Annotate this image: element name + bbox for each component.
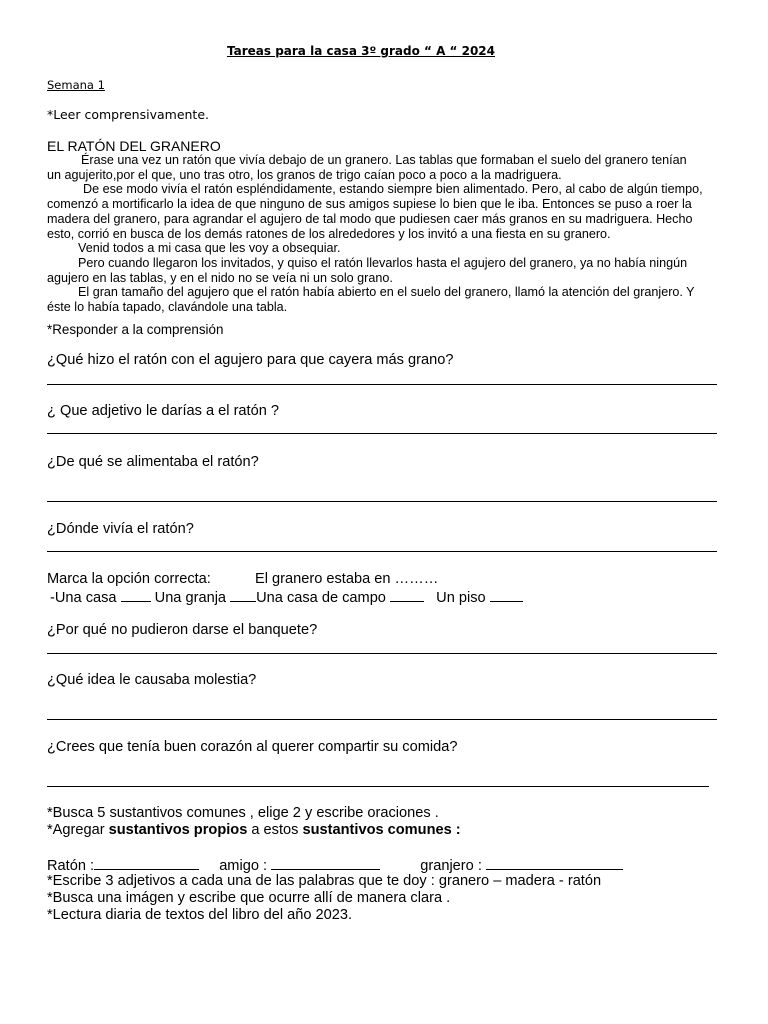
word-fill-row	[47, 856, 623, 874]
task-bold: sustantivos comunes :	[302, 822, 461, 838]
reading-task: *Lectura diaria de textos del libro del año 2023.	[47, 907, 353, 923]
word-blank[interactable]	[271, 856, 380, 870]
option-blank[interactable]	[121, 588, 151, 602]
answer-line[interactable]	[47, 719, 717, 720]
week-label: Semana 1	[47, 78, 105, 92]
story-line: Venid todos a mi casa que les voy a obsequiar.	[78, 241, 341, 256]
story-line: Érase una vez un ratón que vivía debajo de un granero. Las tablas que formaban el suelo del granero tenían	[81, 153, 687, 167]
option-blank[interactable]	[490, 588, 523, 602]
reading-instruction: *Leer comprensivamente.	[47, 107, 209, 122]
story-title: EL RATÓN DEL GRANERO	[47, 138, 221, 154]
question-3: ¿De qué se alimentaba el ratón?	[47, 454, 259, 470]
option-label: Una casa de campo	[256, 590, 386, 606]
image-task: *Busca una imágen y escribe que ocurre allí de manera clara .	[47, 890, 451, 906]
story-line: éste lo había tapado, clavándole una tabla.	[47, 300, 288, 315]
proper-nouns-task	[47, 822, 461, 838]
question-1: ¿Qué hizo el ratón con el agujero para que cayera más grano?	[47, 352, 454, 368]
story-line: esto, corrió en busca de los demás ratones de los alrededores y los invitó a una fiesta en su granero.	[47, 226, 611, 241]
question-7: ¿Crees que tenía buen corazón al querer compartir su comida?	[47, 739, 458, 755]
story-line: Pero cuando llegaron los invitados, y quiso el ratón llevarlos hasta el agujero del granero, ya no había ningún	[78, 255, 688, 270]
option-label: Un piso	[436, 590, 486, 606]
word-blank[interactable]	[94, 856, 199, 870]
word-label: granjero :	[420, 858, 482, 874]
story-line: El gran tamaño del agujero que el ratón había abierto en el suelo del granero, llamó la atención del granjero. Y	[78, 285, 695, 300]
answer-instruction: *Responder a la comprensión	[47, 322, 224, 337]
task-bold: sustantivos propios	[108, 822, 248, 838]
answer-line[interactable]	[47, 653, 717, 654]
question-2: ¿ Que adjetivo le darías a el ratón ?	[47, 403, 280, 419]
adjectives-task: *Escribe 3 adjetivos a cada una de las palabras que te doy : granero – madera - ratón	[47, 873, 602, 889]
option-blank[interactable]	[230, 588, 256, 602]
option-label: Una casa	[54, 590, 117, 606]
question-6: ¿Qué idea le causaba molestia?	[47, 672, 257, 688]
story-line: madera del granero, para agrandar el agujero de tal modo que pudiesen caer más granos en su madriguera. Hecho	[47, 211, 693, 226]
question-4: ¿Dónde vivía el ratón?	[47, 521, 194, 537]
option-prefix: -	[50, 590, 55, 606]
story-text	[47, 153, 727, 315]
answer-line[interactable]	[47, 501, 717, 502]
story-line: comenzó a mortificarlo la idea de que ninguno de sus amigos supiese lo bien que le iba. Entonces se puso a roer la	[47, 197, 692, 212]
answer-line[interactable]	[47, 551, 717, 552]
task-text: *Agregar	[47, 822, 109, 838]
choice-statement: El granero estaba en ………	[255, 571, 439, 587]
choice-prompt: Marca la opción correcta:	[47, 571, 211, 587]
word-label: amigo :	[219, 858, 268, 874]
answer-line[interactable]	[47, 433, 717, 434]
nouns-task: *Busca 5 sustantivos comunes , elige 2 y escribe oraciones .	[47, 805, 439, 821]
question-5: ¿Por qué no pudieron darse el banquete?	[47, 622, 318, 638]
page-title: Tareas para la casa 3º grado “ A “ 2024	[226, 44, 495, 58]
story-line: De ese modo vivía el ratón espléndidamente, estando siempre bien alimentado. Pero, al cabo de algún tiempo,	[83, 182, 703, 197]
story-line: un agujerito,por el que, uno tras otro, los granos de trigo caían poco a poco a la madriguera.	[47, 167, 562, 182]
answer-line[interactable]	[47, 384, 717, 385]
word-label: Ratón :	[47, 858, 95, 874]
story-line: agujero en las tablas, y en el nido no se veía ni un solo grano.	[47, 270, 393, 285]
option-label: Una granja	[154, 590, 227, 606]
answer-line[interactable]	[47, 786, 709, 787]
choice-options	[50, 588, 523, 606]
option-blank[interactable]	[390, 588, 424, 602]
task-text: a estos	[247, 822, 303, 838]
word-blank[interactable]	[486, 856, 623, 870]
